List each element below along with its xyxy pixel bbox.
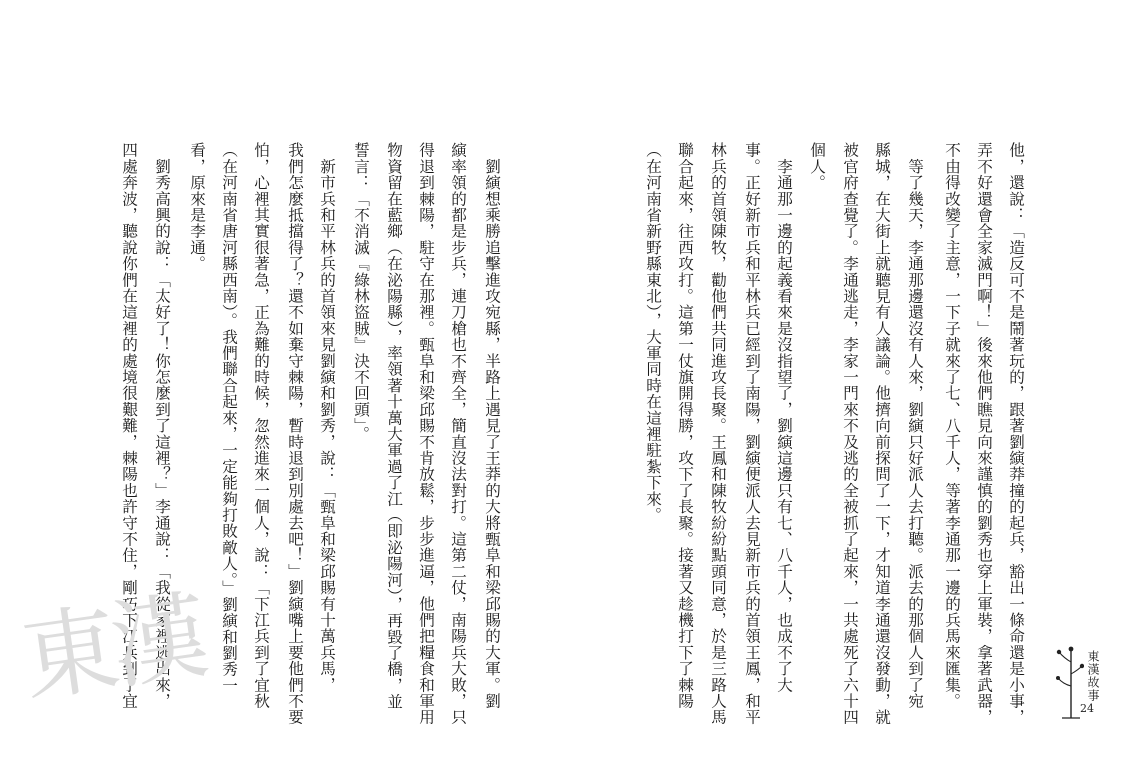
text-column: 得退到棘陽，駐守在那裡。甄阜和梁邱賜不肯放鬆，步步進逼，他們把糧食和軍用 bbox=[417, 142, 435, 726]
text-column: 不由得改變了主意，一下子就來了七、八千人，等著李通那一邊的兵馬來匯集。 bbox=[943, 142, 961, 709]
text-column: 林兵的首領陳牧，勸他們共同進攻長聚。王鳳和陳牧紛紛點頭同意，於是三路人馬 bbox=[709, 142, 727, 726]
page-number: 24 bbox=[1080, 702, 1094, 715]
text-column: 劉縯想乘勝追擊進攻宛縣，半路上遇見了王莽的大將甄阜和梁邱賜的大軍。劉 bbox=[483, 142, 501, 709]
text-column: 他，還說：「造反可不是鬧著玩的，跟著劉縯莽撞的起兵，豁出一條命還是小事， bbox=[1007, 142, 1025, 726]
text-column: 被官府查覺了。李通逃走，李家一門來不及逃的全被抓了起來，一共處死了六十四 bbox=[841, 142, 859, 726]
text-column: 個人。 bbox=[808, 142, 826, 191]
text-column: 事。正好新市兵和平林兵已經到了南陽，劉縯便派人去見新市兵的首領王鳳，和平 bbox=[743, 142, 761, 726]
text-column: 怕，心裡其實很著急，正為難的時候，忽然進來一個人，說：「下江兵到了宜秋 bbox=[252, 142, 270, 709]
text-column: （在河南省唐河縣西南）。我們聯合起來，一定能夠打敗敵人。」劉縯和劉秀一 bbox=[220, 142, 238, 694]
text-column: 弄不好還會全家滅門啊！」後來他們瞧見向來謹慎的劉秀也穿上軍裝，拿著武器， bbox=[975, 142, 993, 726]
book-title: 東漢故事 bbox=[1086, 650, 1100, 702]
text-column: （在河南省新野縣東北），大軍同時在這裡駐紮下來。 bbox=[644, 142, 662, 523]
text-column: 誓言：「不消滅『綠林盜賊』決不回頭」。 bbox=[352, 142, 370, 442]
text-column: 物資留在藍鄉（在泌陽縣），率領著十萬大軍過了江（即泌陽河），再毀了橋，並 bbox=[385, 142, 403, 710]
text-column: 縣城，在大街上就聽見有人議論。他擠向前探問了一下，才知道李通還沒發動，就 bbox=[873, 142, 891, 726]
text-column: 縯率領的都是步兵，連刀槍也不齊全，簡直沒法對打。這第二仗，南陽兵大敗，只 bbox=[449, 142, 467, 726]
text-column: 我們怎麼抵擋得了？還不如棄守棘陽，暫時退到別處去吧！」劉縯嘴上要他們不要 bbox=[286, 142, 304, 726]
text-column: 四處奔波，聽說你們在這裡的處境很艱難，棘陽也許守不住，剛巧下江兵到了宜 bbox=[120, 142, 138, 709]
text-column: 劉秀高興的說：「太好了！你怎麼到了這裡？」李通說：「我從家裡逃出來， bbox=[153, 142, 171, 709]
watermark: 東漢 bbox=[15, 580, 209, 716]
text-column: 李通那一邊的起義看來是沒指望了，劉縯這邊只有七、八千人，也成不了大 bbox=[775, 142, 793, 693]
text-column: 聯合起來，往西攻打。這第一仗旗開得勝，攻下了長聚。接著又趁機打下了棘陽 bbox=[676, 142, 694, 709]
text-column: 等了幾天，李通那邊還沒有人來，劉縯只好派人去打聽。派去的那個人到了宛 bbox=[906, 142, 924, 709]
text-column: 新市兵和平林兵的首領來見劉縯和劉秀，說：「甄阜和梁邱賜有十萬兵馬， bbox=[318, 142, 336, 693]
text-column: 看，原來是李通。 bbox=[188, 142, 206, 272]
